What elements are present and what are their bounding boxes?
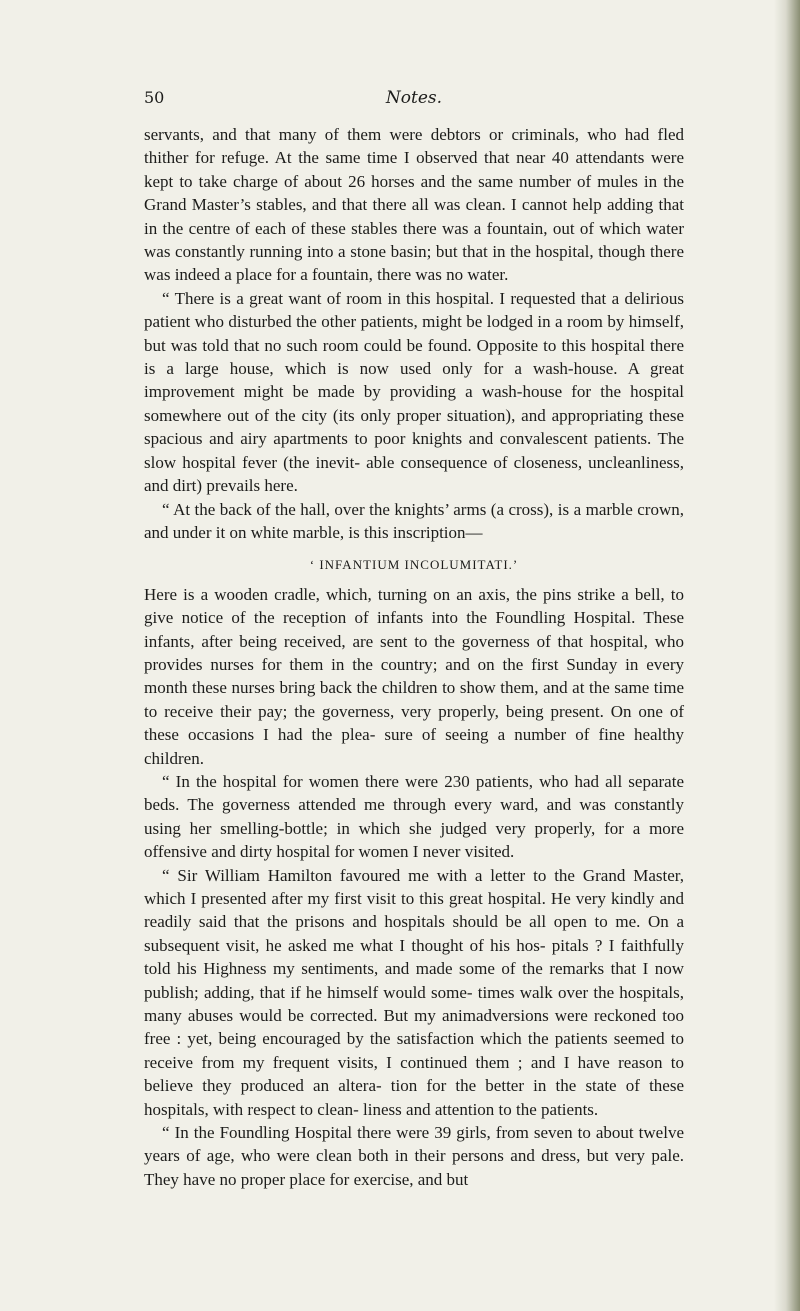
paragraph-6: “ Sir William Hamilton favoured me with a letter to the Grand Master, which I presented after my first visit to this great hospital. He very kindly and readily said that the prisons and hospitals should be all open to me. On a subsequent visit, he asked me what I thought of his hos- pitals ? I faithfully told his Highness my sentiments, and made some of the remarks that I now publish; adding, that if he himself would some- times walk over the hospitals, many abuses would be corrected. But my animadversions were reckoned too free : yet, being encouraged by the satisfaction which the patients seemed to receive from my frequent visits, I continued them ; and I have reason to believe they produced an altera- tion for the better in the state of these hospitals, with respect to clean- liness and attention to the patients. xyxy=(144,865,684,1119)
paragraph-3: “ At the back of the hall, over the knights’ arms (a cross), is a marble crown, and under it on white marble, is this inscription— xyxy=(144,499,684,542)
paragraph-5: “ In the hospital for women there were 230 patients, who had all separate beds. The governess attended me through every ward, and was constantly using her smelling-bottle; in which she judged very properly, for a more offensive and dirty hospital for women I never visited. xyxy=(144,771,684,862)
paragraph-7: “ In the Foundling Hospital there were 39 girls, from seven to about twelve years of age, who were clean both in their persons and dress, but very pale. They have no proper place for exercise, and but xyxy=(144,1123,684,1189)
running-head xyxy=(144,88,684,112)
paragraph-1: servants, and that many of them were debtors or criminals, who had fled thither for refuge. At the same time I observed that near 40 attendants were kept to take charge of about 26 horses and the same number of mules in the Grand Master’s stables, and that there all was clean. I cannot help adding that in the centre of each of these stables there was a fountain, out of which water was constantly running into a stone basin; but that in the hospital, though there was indeed a place for a fountain, there was no water. xyxy=(144,125,684,285)
paragraph-4: Here is a wooden cradle, which, turning on an axis, the pins strike a bell, to give notice of the reception of infants into the Foundling Hospital. These infants, after being received, are sent to the governess of that hospital, who provides nurses for them in the country; and on the first Sunday in every month these nurses bring back the children to show them, and at the same time to receive their pay; the governess, very properly, being present. On one of these occasions I had the plea- sure of seeing a number of fine healthy children. xyxy=(144,584,684,768)
body-text xyxy=(144,123,684,1191)
running-title: Notes. xyxy=(385,88,443,108)
page-number: 50 xyxy=(144,88,165,107)
inscription: ‘ INFANTIUM INCOLUMITATI.’ xyxy=(309,557,519,573)
page-edge-shadow xyxy=(774,0,800,1311)
paragraph-2: “ There is a great want of room in this hospital. I requested that a delirious patient who disturbed the other patients, might be lodged in a room by himself, but was told that no such room could be found. Opposite to this hospital there is a large house, which is now used only for a wash-house. A great improvement might be made by providing a wash-house for the hospital somewhere out of the city (its only proper situation), and appropriating these spacious and airy apartments to poor knights and convalescent patients. The slow hospital fever (the inevit- able consequence of closeness, uncleanliness, and dirt) prevails here. xyxy=(144,288,684,496)
